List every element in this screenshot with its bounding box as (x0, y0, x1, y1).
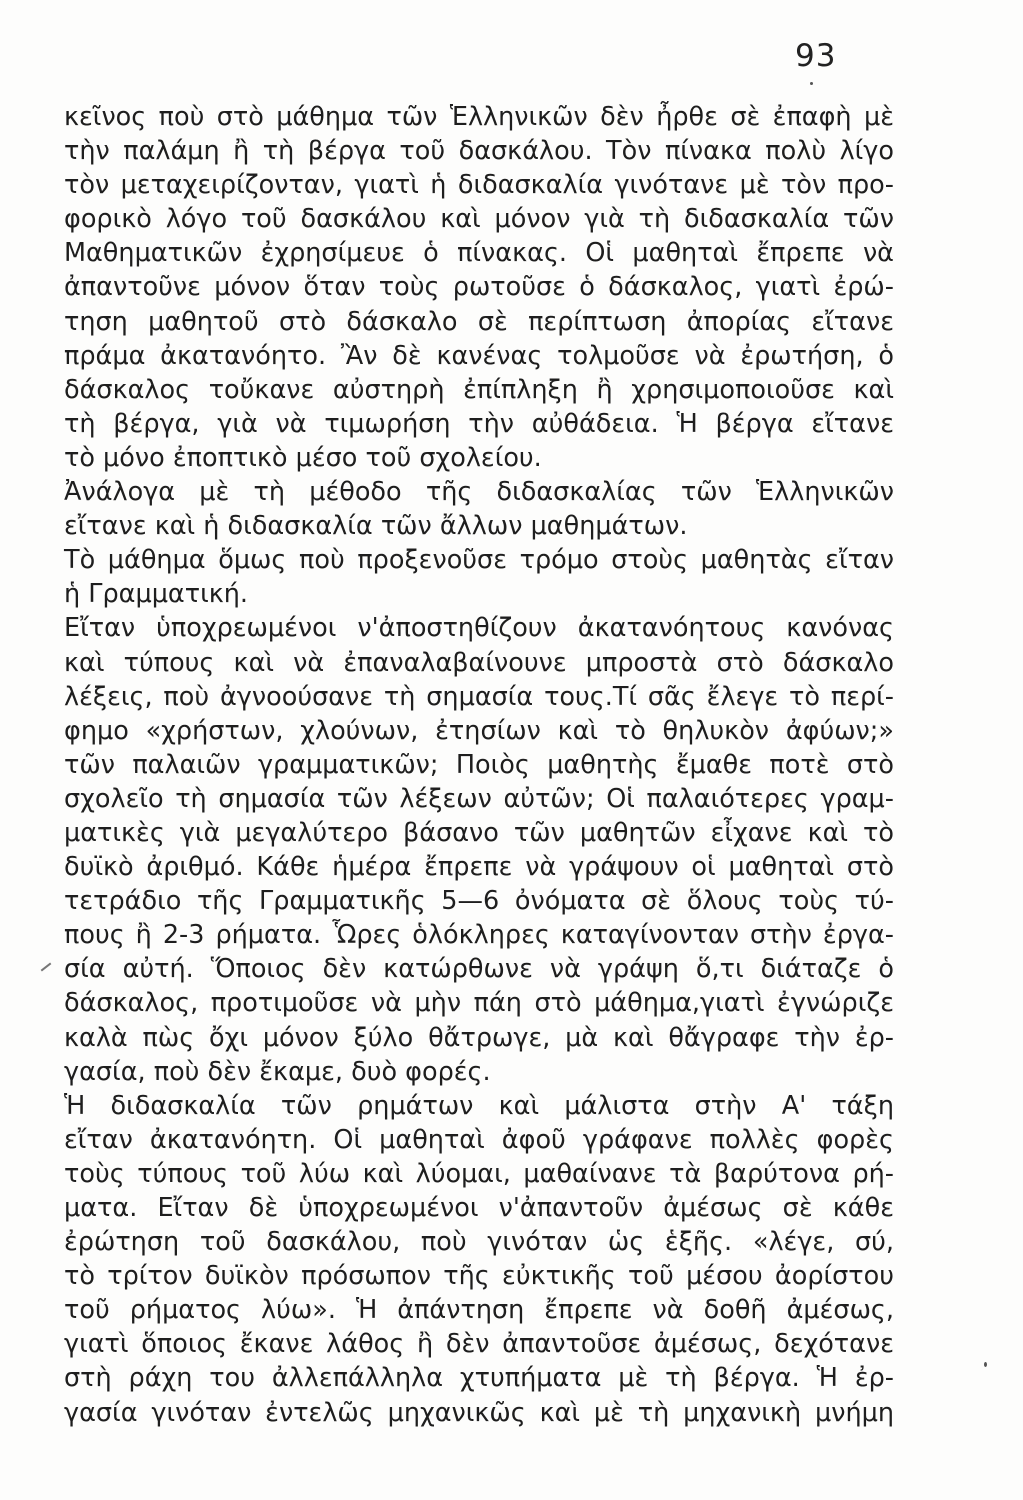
text-line: εἴτανε καὶ ἡ διδασκαλία τῶν ἄλλων μαθημάτων. (64, 511, 688, 542)
text-line: τοῦ ρήματος λύω». Ἡ ἀπάντηση ἔπρεπε νὰ δοθῆ ἀμέσως, (64, 1295, 894, 1326)
margin-mark (41, 963, 52, 972)
text-line: τετράδιο τῆς Γραμματικῆς 5—6 ὀνόματα σὲ ὅλους τοὺς τύ- (64, 886, 894, 917)
text-line: δάσκαλος, προτιμοῦσε νὰ μὴν πάη στὸ μάθημα,γιατὶ ἐγνώριζε (64, 988, 894, 1019)
paper-speck (810, 82, 813, 85)
text-line: γιατὶ ὅποιος ἔκανε λάθος ἢ δὲν ἀπαντοῦσε ἀμέσως, δεχότανε (64, 1329, 894, 1360)
text-line: καὶ τύπους καὶ νὰ ἐπαναλαβαίνουνε μπροστὰ στὸ δάσκαλο (64, 647, 894, 678)
text-line: τοὺς τύπους τοῦ λύω καὶ λύομαι, μαθαίνανε τὰ βαρύτονα ρή- (64, 1158, 894, 1189)
text-line: φημο «χρήστων, χλούνων, ἐτησίων καὶ τὸ θηλυκὸν ἀφύων;» (64, 715, 894, 746)
text-line: γασία, ποὺ δὲν ἔκαμε, δυὸ φορές. (64, 1056, 491, 1087)
text-line: πους ἢ 2-3 ρήματα. Ὧρες ὁλόκληρες καταγίνονταν στὴν ἐργα- (64, 920, 894, 951)
text-line: Τὸ μάθημα ὅμως ποὺ προξενοῦσε τρόμο στοὺς μαθητὰς εἴταν (64, 545, 894, 576)
text-line: καλὰ πὼς ὄχι μόνον ξύλο θἄτρωγε, μὰ καὶ θἄγραφε τὴν ἐρ- (64, 1022, 894, 1053)
text-line: τὸν μεταχειρίζονταν, γιατὶ ἡ διδασκαλία γινότανε μὲ τὸν προ- (64, 170, 894, 201)
text-line: δυϊκὸ ἀριθμό. Κάθε ἡμέρα ἔπρεπε νὰ γράψουν οἱ μαθηταὶ στὸ (64, 852, 894, 883)
text-line: Ἡ διδασκαλία τῶν ρημάτων καὶ μάλιστα στὴν Α' τάξη (64, 1090, 894, 1121)
text-line: Ἀνάλογα μὲ τὴ μέθοδο τῆς διδασκαλίας τῶν Ἑλληνικῶν (64, 477, 894, 508)
text-line: στὴ ράχη του ἀλλεπάλληλα χτυπήματα μὲ τὴ βέργα. Ἡ ἐρ- (64, 1363, 894, 1394)
text-line: εἴταν ἀκατανόητη. Οἱ μαθηταὶ ἀφοῦ γράφανε πολλὲς φορὲς (64, 1124, 894, 1155)
text-line: Εἴταν ὑποχρεωμένοι ν'ἀποστηθίζουν ἀκατανόητους κανόνας (64, 613, 894, 644)
text-line: πράμα ἀκατανόητο. Ἂν δὲ κανένας τολμοῦσε νὰ ἐρωτήση, ὁ (64, 340, 894, 371)
body-text (64, 100, 894, 1430)
paper-speck (984, 1362, 987, 1367)
text-line: τῶν παλαιῶν γραμματικῶν; Ποιὸς μαθητὴς ἔμαθε ποτὲ στὸ (64, 749, 894, 780)
text-line: σχολεῖο τὴ σημασία τῶν λέξεων αὐτῶν; Οἱ παλαιότερες γραμ- (64, 783, 894, 814)
text-line: σία αὐτή. Ὅποιος δὲν κατώρθωνε νὰ γράψη ὅ,τι διάταζε ὁ (64, 954, 894, 985)
text-line: ἡ Γραμματική. (64, 579, 249, 610)
text-line: Μαθηματικῶν ἐχρησίμευε ὁ πίνακας. Οἱ μαθηταὶ ἔπρεπε νὰ (64, 238, 894, 269)
text-line: τὴ βέργα, γιὰ νὰ τιμωρήση τὴν αὐθάδεια. Ἡ βέργα εἴτανε (64, 408, 894, 439)
text-line: τὸ μόνο ἐποπτικὸ μέσο τοῦ σχολείου. (64, 442, 542, 473)
text-line: δάσκαλος τοὔκανε αὐστηρὴ ἐπίπληξη ἢ χρησιμοποιοῦσε καὶ (64, 374, 894, 405)
text-line: λέξεις, ποὺ ἀγνοούσανε τὴ σημασία τους.Τί σᾶς ἔλεγε τὸ περί- (64, 681, 894, 712)
text-line: γασία γινόταν ἐντελῶς μηχανικῶς καὶ μὲ τὴ μηχανικὴ μνήμη (64, 1397, 894, 1428)
text-line: τηση μαθητοῦ στὸ δάσκαλο σὲ περίπτωση ἀπορίας εἴτανε (64, 306, 894, 337)
text-line: ἐρώτηση τοῦ δασκάλου, ποὺ γινόταν ὡς ἑξῆς. «λέγε, σύ, (64, 1227, 894, 1258)
text-line: τὸ τρίτον δυϊκὸν πρόσωπον τῆς εὐκτικῆς τοῦ μέσου ἀορίστου (64, 1261, 894, 1292)
text-line: ματα. Εἴταν δὲ ὑποχρεωμένοι ν'ἀπαντοῦν ἀμέσως σὲ κάθε (64, 1193, 894, 1223)
text-line: φορικὸ λόγο τοῦ δασκάλου καὶ μόνον γιὰ τὴ διδασκαλία τῶν (64, 204, 894, 235)
text-line: τὴν παλάμη ἢ τὴ βέργα τοῦ δασκάλου. Τὸν πίνακα πολὺ λίγο (64, 136, 894, 167)
text-line: κεῖνος ποὺ στὸ μάθημα τῶν Ἑλληνικῶν δὲν ἦρθε σὲ ἐπαφὴ μὲ (64, 102, 894, 132)
text-line: ματικὲς γιὰ μεγαλύτερο βάσανο τῶν μαθητῶν εἶχανε καὶ τὸ (64, 817, 894, 848)
page-number: 93 (795, 38, 837, 74)
text-line: ἀπαντοῦνε μόνον ὅταν τοὺς ρωτοῦσε ὁ δάσκαλος, γιατὶ ἐρώ- (64, 272, 894, 303)
